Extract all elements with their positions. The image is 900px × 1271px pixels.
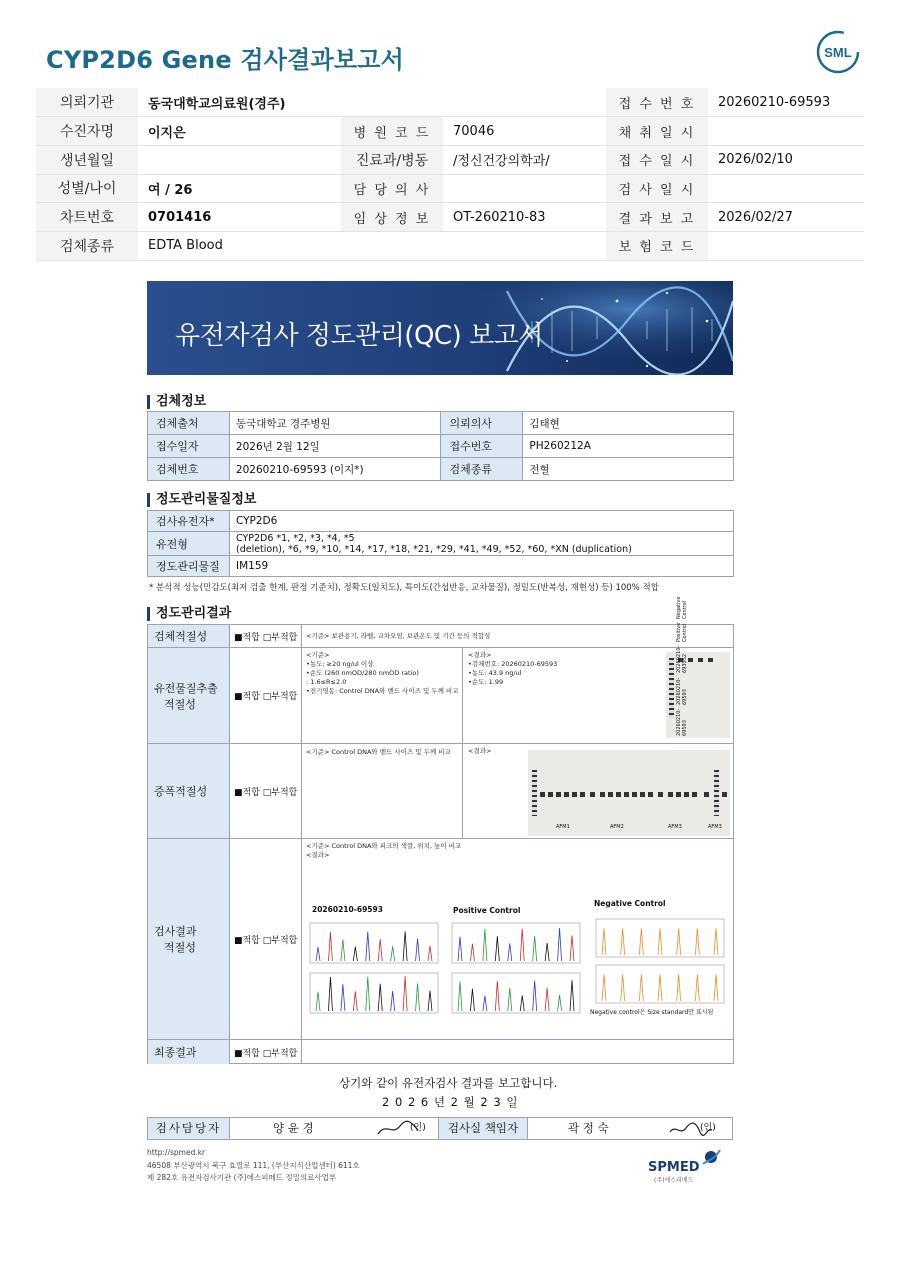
negative-control-note: Negative control은 Size standard만 표시됨 [590,1009,714,1016]
result-fit-check: ■적합 □부적합 [230,839,302,1039]
receipt-date-value: 2026/02/10 [708,145,864,174]
report-label: 결 과 보 고 [606,203,708,232]
amplification-result: <결과> [468,747,492,755]
result-fit-row [148,839,733,1040]
gel-band [676,792,681,797]
material-value: IM159 [229,556,733,577]
receipt-no-value: 20260210-69593 [708,88,864,117]
birth-value [138,145,341,174]
final-result-row [148,1040,733,1064]
performance-note: * 분석적 성능(민감도(최저 검출 한계, 판정 기준치), 정확도(일치도), 특이도(간섭반응, 교차물질), 정밀도(반복성, 재현성) 등) 100% 적합 [149,583,659,593]
qc-material-table [147,510,734,577]
doctor-value [443,174,606,203]
amplification-fit-check: ■적합 □부적합 [230,744,302,838]
specimen-label: 검체종류 [36,231,138,260]
page-title: CYP2D6 Gene 검사결과보고서 [46,46,405,74]
footer-url[interactable]: http://spmed.kr [147,1148,206,1157]
test-date-value [708,174,864,203]
gel-band [532,770,537,816]
gel-band [684,792,689,797]
cell-value: 동국대학교 경주병원 [229,412,441,435]
specimen-info-heading: 검체정보 [147,395,206,409]
report-value: 2026/02/27 [708,203,864,232]
insurance-label: 보 험 코 드 [606,231,708,260]
patient-value: 이지은 [138,117,341,146]
report-statement: 상기와 같이 유전자검사 결과를 보고합니다. [339,1076,558,1090]
dept-label: 진료과/병동 [341,145,443,174]
receipt-no-label: 접 수 번 호 [606,88,708,117]
collect-date-value [708,117,864,146]
gel-band [616,792,621,797]
amplification-criteria: <기준> Control DNA와 밴드 사이즈 및 두께 비교 [306,748,451,756]
amplification-fit-row [148,744,733,839]
sml-logo [816,30,860,74]
hospital-code-value: 70046 [443,117,606,146]
chief-seal: (인) [700,1123,716,1133]
footer-license: 제 282호 유전자검사기관 (주)에스피메드 정밀의료사업부 [147,1173,337,1182]
gel-band [714,770,719,816]
cell-label: 의뢰의사 [441,412,523,435]
cell-label: 검체번호 [148,458,230,481]
specimen-value: EDTA Blood [138,231,606,260]
extraction-label-a: 유전물질추출 [154,681,218,695]
specimen-fit-criteria: <기준> 보관용기, 라벨, 교차오염, 보관온도 및 기간 등의 적합성 [306,632,491,640]
gel-band [556,792,561,797]
gel-band [624,792,629,797]
amplification-label: 증폭적절성 [154,785,208,798]
svg-text:SML: SML [824,45,852,60]
extraction-result: <결과> •검체번호: 20260210-69593 •농도: 43.9 ng/ul •순도: 1.99 [468,651,558,686]
gel-band [548,792,553,797]
cell-label: 검체출처 [148,412,230,435]
signature-row [147,1117,733,1140]
gel-band [722,792,727,797]
birth-label: 생년월일 [36,145,138,174]
gel-band [540,792,545,797]
gene-label: 검사유전자* [148,511,230,532]
cell-value: 김태현 [523,412,734,435]
genotype-line1: CYP2D6 *1, *2, *3, *4, *5 [235,532,355,544]
cell-label: 접수일자 [148,435,230,458]
footer-address: 46508 부산광역시 북구 효열로 111, (부산지식산업센터) 611호 [147,1161,360,1170]
chart-value: 0701416 [138,203,341,232]
header-table [36,88,864,261]
cell-label: 접수번호 [441,435,523,458]
material-label: 정도관리물질 [148,556,230,577]
tester-seal: (인) [410,1123,426,1133]
panel-negative-title: Negative Control [594,899,666,908]
gel-band [658,792,663,797]
cell-value: 전혈 [523,458,734,481]
chart-label: 차트번호 [36,203,138,232]
amplification-gel-image: AFM1 AFM2 AFM3 AFM3 [528,750,730,836]
panel-sample-title: 20260210-69593 [312,905,383,914]
specimen-fit-label: 검체적절성 [154,630,208,643]
cell-value: 20260210-69593 (이지*) [229,458,441,481]
gel-band [692,792,697,797]
electropherogram-image [308,915,733,1035]
receipt-date-label: 접 수 일 시 [606,145,708,174]
spmed-icon [700,1146,722,1168]
qc-banner [147,281,733,375]
tester-label: 검사담당자 [148,1118,230,1139]
gel-band [704,792,709,797]
collect-date-label: 채 취 일 시 [606,117,708,146]
gel-band [640,792,645,797]
cell-label: 검체종류 [441,458,523,481]
extraction-fit-check: ■적합 □부적합 [230,648,302,743]
tester-name: 양 윤 경 [273,1121,314,1135]
patient-label: 수진자명 [36,117,138,146]
report-date: 2 0 2 6 년 2 월 2 3 일 [382,1095,519,1109]
specimen-fit-check: ■적합 □부적합 [230,625,302,647]
spmed-logo: SPMED (주)에스피메드 [648,1160,700,1184]
specimen-info-table [147,411,734,481]
qc-material-heading: 정도관리물질정보 [147,493,256,507]
extraction-gel-image: 20260210-69593 20260210-69593 20260210-693952 Positive Control Negative Control [666,652,730,738]
specimen-fit-row [148,625,733,648]
genotype-label: 유전형 [148,532,230,556]
result-fit-label-b: 적절성 [164,941,196,954]
gel-band [580,792,585,797]
genotype-line2: (deletion), *6, *9, *10, *14, *17, *18, *21, *29, *41, *49, *52, *60, *XN (duplication) [235,543,632,555]
extraction-criteria: <기준> •농도: ≥20 ng/ul 이상 •순도 (260 nmOD/280 nmOD ratio) : 1.6≤R≤2.0 •전기영동: Control DNA와 밴드 사이즈 및 두께 비교 [306,651,459,695]
gel-band [608,792,613,797]
gel-band [648,792,653,797]
final-result-label: 최종결과 [154,1046,197,1059]
gel-band [564,792,569,797]
qc-result-heading: 정도관리결과 [147,607,231,621]
banner-title: 유전자검사 정도관리(QC) 보고서 [175,321,543,351]
clinical-label: 임 상 정 보 [341,203,443,232]
panel-positive-title: Positive Control [453,906,521,915]
chief-label: 검사실 책임자 [438,1118,528,1139]
insurance-value [708,231,864,260]
cell-value: PH260212A [523,435,734,458]
electropherogram-panel [596,965,724,1003]
chief-name: 곽 정 숙 [568,1121,609,1135]
electropherogram-panel [596,919,724,957]
gel-band [600,792,605,797]
sex-age-label: 성별/나이 [36,174,138,203]
gene-value: CYP2D6 [229,511,733,532]
gel-band [632,792,637,797]
result-fit-result: <결과> [306,851,330,859]
gel-band [590,792,595,797]
gel-band [668,792,673,797]
sex-age-value: 여 / 26 [138,174,341,203]
hospital-code-label: 병 원 코 드 [341,117,443,146]
clinical-value: OT-260210-83 [443,203,606,232]
final-result-check: ■적합 □부적합 [230,1040,302,1064]
result-fit-criteria: <기준> Control DNA와 피크의 색깔, 위치, 높이 비교 [306,842,462,850]
doctor-label: 담 당 의 사 [341,174,443,203]
cell-value: 2026년 2월 12일 [229,435,441,458]
dept-value: /정신건강의학과/ [443,145,606,174]
institution-label: 의뢰기관 [36,88,138,117]
result-fit-label-a: 검사결과 [154,925,197,938]
extraction-label-b: 적절성 [164,697,196,711]
institution-value: 동국대학교의료원(경주) [138,88,606,117]
gel-band [572,792,577,797]
test-date-label: 검 사 일 시 [606,174,708,203]
